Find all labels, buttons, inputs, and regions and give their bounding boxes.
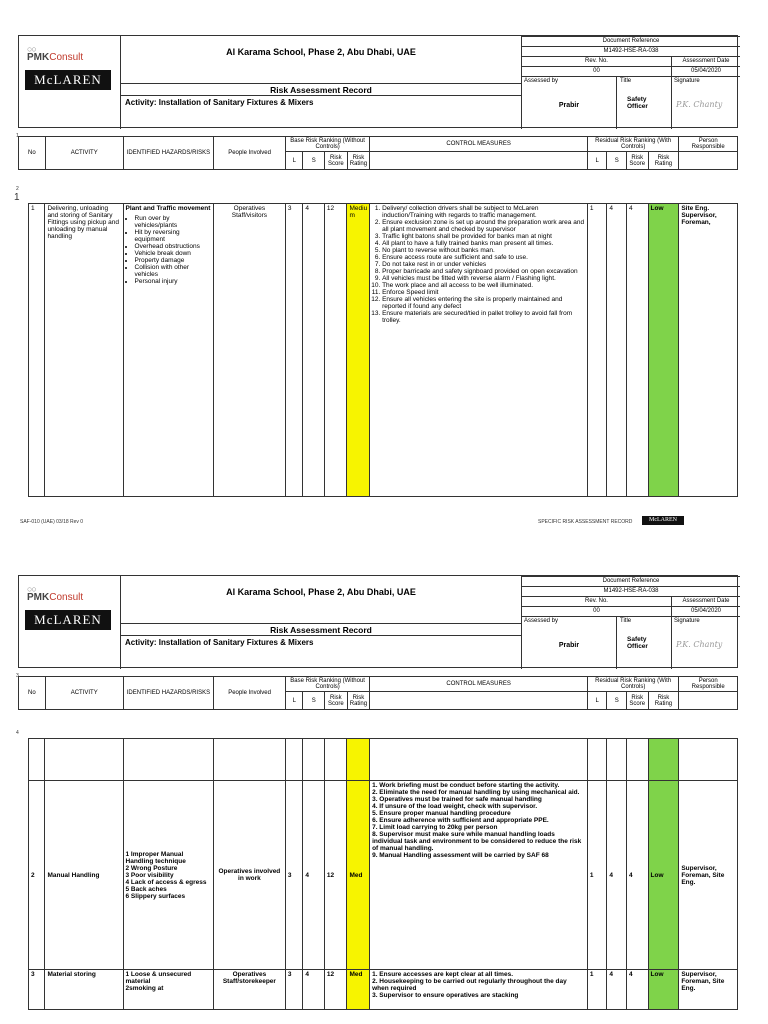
logo-circles-icon: ○○	[27, 584, 36, 594]
row-s: 4	[303, 970, 325, 1010]
assessor-title: Safety Officer	[617, 86, 672, 129]
assessor-title: Safety Officer	[617, 626, 672, 669]
record-title: Risk Assessment Record	[121, 623, 521, 635]
col-hazards: IDENTIFIED HAZARDS/RISKS	[123, 137, 213, 170]
document-meta	[521, 576, 739, 669]
row-rating: Med	[347, 781, 370, 970]
row-person: Site Eng. Supervisor, Foreman,	[679, 204, 738, 497]
hazard-item: • Property damage	[135, 257, 211, 264]
marker: 1	[16, 133, 19, 139]
row-rs: 4	[607, 204, 627, 497]
hazard-item: 2 Wrong Posture	[125, 864, 178, 872]
col-control-sub	[370, 152, 588, 170]
signature-image: P.K. Chanty	[676, 100, 723, 109]
row-no: 2	[29, 781, 45, 970]
hazard-item: 6 Slippery surfaces	[125, 892, 186, 900]
hazard-item: 1 Loose & unsecured material	[125, 971, 192, 985]
control-item: 5. Ensure proper manual handling procedure	[372, 810, 511, 817]
col-l: L	[286, 692, 303, 710]
col-activity: ACTIVITY	[45, 137, 123, 170]
row-rscore: 4	[626, 204, 648, 497]
row-rs: 4	[607, 781, 627, 970]
col-rrating: Risk Rating	[648, 692, 679, 710]
hazard-item: • Collision with other vehicles	[135, 264, 211, 278]
col-rl: L	[587, 152, 607, 170]
row-l: 3	[285, 970, 302, 1010]
control-item: 6. Ensure adherence with sufficient and appropriate PPE.	[372, 817, 549, 824]
record-title: Risk Assessment Record	[121, 83, 521, 95]
row-rrating: Low	[648, 781, 679, 970]
assessment-date: 05/04/2020	[690, 68, 722, 74]
col-no: No	[19, 677, 46, 710]
control-item: 13. Ensure materials are secured/tied in pallet trolley to avoid fall from trolley.	[382, 310, 585, 324]
column-header-table	[18, 676, 738, 710]
page-1	[14, 35, 738, 525]
row-rating: Med	[347, 970, 370, 1010]
doc-ref-label-row: Document Reference	[522, 36, 740, 37]
column-header-table	[18, 136, 738, 170]
row-rrating: Low	[648, 970, 679, 1010]
col-hazards: IDENTIFIED HAZARDS/RISKS	[123, 677, 213, 710]
empty-row	[29, 739, 738, 781]
footer-mclaren-logo: McLAREN	[642, 516, 684, 525]
control-item: 11. Enforce Speed limit	[382, 289, 585, 296]
logo-circles-icon: ○○	[27, 44, 36, 54]
doc-ref-label: Document Reference	[602, 578, 660, 584]
row-no: 1	[29, 204, 45, 497]
risk-table-rows-2-3	[28, 738, 738, 1010]
row-people: Operatives Staff/storekeeper	[213, 970, 285, 1010]
rev-number: 00	[522, 66, 672, 76]
table-row	[29, 970, 738, 1010]
marker: 3	[16, 673, 19, 679]
control-item: 1. Ensure accesses are kept clear at all times.	[372, 971, 513, 978]
col-people: People Involved	[214, 137, 286, 170]
row-rrating: Low	[648, 204, 679, 497]
row-rl: 1	[587, 781, 607, 970]
hazard-item: 4 Lack of access & egress	[125, 878, 207, 886]
control-item: 8. Proper barricade and safety signboard provided on open excavation	[382, 268, 585, 275]
hazard-item: • Run over by vehicles/plants	[135, 215, 211, 229]
col-person: Person Responsible	[679, 137, 738, 152]
hazard-item: 3 Poor visibility	[125, 871, 174, 879]
marker: 4	[16, 730, 19, 736]
marker: 1	[14, 192, 20, 203]
control-item: 6. Ensure access route are sufficient and safe to use.	[382, 254, 585, 261]
doc-ref: M1492-HSE-RA-038	[603, 48, 659, 54]
control-item: 2. Housekeeping to be carried out regularly throughout the day when required	[372, 978, 567, 992]
rev-label: Rev. No.	[522, 596, 672, 606]
hazard-title: Plant and Traffic movement	[125, 205, 211, 212]
pmk-consult-logo: PMKConsult	[27, 52, 84, 63]
assessor-name: Prabir	[522, 86, 617, 129]
control-item: 5. No plant to reverse without banks man.	[382, 247, 585, 254]
row-rl: 1	[587, 204, 607, 497]
col-person-sub	[679, 152, 738, 170]
row-activity: Delivering, unloading and storing of Sanitary Fittings using pickup and unloading by manual handling	[45, 204, 123, 497]
company-logo	[19, 36, 121, 129]
table-row	[29, 204, 738, 497]
col-control: CONTROL MEASURES	[370, 677, 588, 692]
rev-number: 00	[522, 606, 672, 616]
control-item: 3. Supervisor to ensure operatives are stacking	[372, 992, 519, 999]
project-title: Al Karama School, Phase 2, Abu Dhabi, UAE	[226, 47, 416, 57]
col-s: S	[303, 152, 325, 170]
date-label: Assessment Date	[682, 598, 730, 604]
row-people: Operatives Staff/visitors	[213, 204, 285, 497]
document-header	[18, 35, 738, 128]
control-item: 3. Operatives must be trained for safe manual handling	[372, 796, 542, 803]
company-logo	[19, 576, 121, 669]
col-rscore: Risk Score	[626, 152, 648, 170]
hazard-item: • Hit by reversing equipment	[135, 229, 211, 243]
col-l: L	[286, 152, 303, 170]
control-item: 7. Limit load carrying to 20kg per person	[372, 824, 498, 831]
activity-title: Activity: Installation of Sanitary Fixtures & Mixers	[121, 95, 521, 129]
col-rating: Risk Rating	[347, 692, 370, 710]
row-hazards	[123, 970, 213, 1010]
row-people: Operatives involved in work	[213, 781, 285, 970]
control-item: 2. Eliminate the need for manual handling by using mechanical aid.	[372, 789, 580, 796]
row-controls	[370, 970, 588, 1010]
col-control-sub	[370, 692, 588, 710]
row-hazards	[123, 781, 213, 970]
hazard-item: 5 Back aches	[125, 885, 167, 893]
document-header	[18, 575, 738, 668]
row-rating: Mediu m	[347, 204, 370, 497]
control-item: 3. Traffic light batons shall be provided for banks man at night	[382, 233, 585, 240]
assessment-date: 05/04/2020	[690, 608, 722, 614]
control-item: 9. Manual Handling assessment will be carried by SAF 68	[372, 852, 549, 859]
col-score: Risk Score	[325, 692, 348, 710]
row-rs: 4	[607, 970, 627, 1010]
control-list	[382, 205, 585, 324]
hazard-item: • Overhead obstructions	[135, 243, 211, 250]
row-s: 4	[303, 781, 325, 970]
footer-title: SPECIFIC RISK ASSESSMENT RECORD	[538, 519, 633, 525]
row-controls	[370, 781, 588, 970]
control-item: 1. Work briefing must be conduct before starting the activity.	[372, 782, 560, 789]
col-residual-risk: Residual Risk Ranking (With Controls)	[587, 137, 678, 152]
hazard-item: 1 Improper Manual Handling technique	[125, 850, 186, 865]
col-rl: L	[587, 692, 607, 710]
control-item: 7. Do not take rest in or under vehicles	[382, 261, 585, 268]
control-item: 1. Delivery/ collection drivers shall be subject to McLaren induction/Training with regards to traffic management.	[382, 205, 585, 219]
row-activity: Material storing	[45, 970, 123, 1010]
pmk-consult-logo: PMKConsult	[27, 592, 84, 603]
row-person: Supervisor, Foreman, Site Eng.	[679, 781, 738, 970]
page-2	[18, 575, 738, 1024]
row-l: 3	[285, 781, 302, 970]
col-no: No	[19, 137, 46, 170]
title-label: Title	[617, 616, 672, 626]
col-score: Risk Score	[325, 152, 348, 170]
col-people: People Involved	[214, 677, 286, 710]
activity-title: Activity: Installation of Sanitary Fixtures & Mixers	[121, 635, 521, 669]
risk-table-row-1	[28, 203, 738, 497]
col-rrating: Risk Rating	[648, 152, 679, 170]
row-no: 3	[29, 970, 45, 1010]
col-activity: ACTIVITY	[45, 677, 123, 710]
hazard-item: • Vehicle break down	[135, 250, 211, 257]
row-rl: 1	[587, 970, 607, 1010]
row-activity: Manual Handling	[45, 781, 123, 970]
hazard-item: • Personal injury	[135, 278, 211, 285]
assessed-by-label: Assessed by	[522, 616, 617, 626]
row-rscore: 4	[626, 781, 648, 970]
row-l: 3	[285, 204, 302, 497]
row-rscore: 4	[626, 970, 648, 1010]
mclaren-logo: McLAREN	[25, 610, 111, 630]
footer-form-code: SAF-010 (UAE) 03/18 Rev 0	[20, 519, 84, 525]
col-rs: S	[607, 692, 627, 710]
col-rscore: Risk Score	[626, 692, 648, 710]
assessor-name: Prabir	[522, 626, 617, 669]
mclaren-logo: McLAREN	[25, 70, 111, 90]
control-item: 2. Ensure exclusion zone is set up around the preparation work area and all plant movement and checked by supervisor	[382, 219, 585, 233]
control-item: 10. The work place and all access to be well illuminated.	[382, 282, 585, 289]
document-meta: Document Reference M1492-HSE-RA-038 Rev. No. Assessment Date 00 05/04/2020 Assessed by Title Signature Prabir Safety Officer P.K. Chanty	[521, 36, 739, 129]
row-score: 12	[324, 204, 347, 497]
col-base-risk: Base Risk Ranking (Without Controls)	[286, 137, 370, 152]
signature-label: Signature	[674, 618, 700, 624]
row-controls	[370, 204, 588, 497]
table-row	[29, 781, 738, 970]
control-item: 12. Ensure all vehicles entering the site is properly maintained and reported if found any defect	[382, 296, 585, 310]
col-person-sub	[679, 692, 738, 710]
control-item: 8. Supervisor must make sure while manual handling loads individual task and environment to be considered to reduce the risk of manual handling.	[372, 831, 582, 852]
row-hazards	[123, 204, 213, 497]
row-person: Supervisor, Foreman, Site Eng.	[679, 970, 738, 1010]
row-s: 4	[303, 204, 325, 497]
col-control: CONTROL MEASURES	[370, 137, 588, 152]
project-title: Al Karama School, Phase 2, Abu Dhabi, UAE	[226, 587, 416, 597]
signature-image: P.K. Chanty	[676, 640, 723, 649]
hazard-item: 2smoking at	[125, 985, 164, 992]
control-item: 4. If unsure of the load weight, check with supervisor.	[372, 803, 538, 810]
col-person: Person Responsible	[679, 677, 738, 692]
marker: 2	[16, 186, 19, 192]
col-residual-risk: Residual Risk Ranking (With Controls)	[587, 677, 678, 692]
hazard-list	[135, 215, 211, 285]
col-rating: Risk Rating	[347, 152, 370, 170]
col-rs: S	[607, 152, 627, 170]
row-score: 12	[324, 970, 347, 1010]
control-item: 9. All vehicles must be fitted with reverse alarm / Flashing light.	[382, 275, 585, 282]
col-base-risk: Base Risk Ranking (Without Controls)	[286, 677, 370, 692]
col-s: S	[303, 692, 325, 710]
control-item: 4. All plant to have a fully trained banks man present all times.	[382, 240, 585, 247]
row-score: 12	[324, 781, 347, 970]
doc-ref: M1492-HSE-RA-038	[603, 588, 659, 594]
